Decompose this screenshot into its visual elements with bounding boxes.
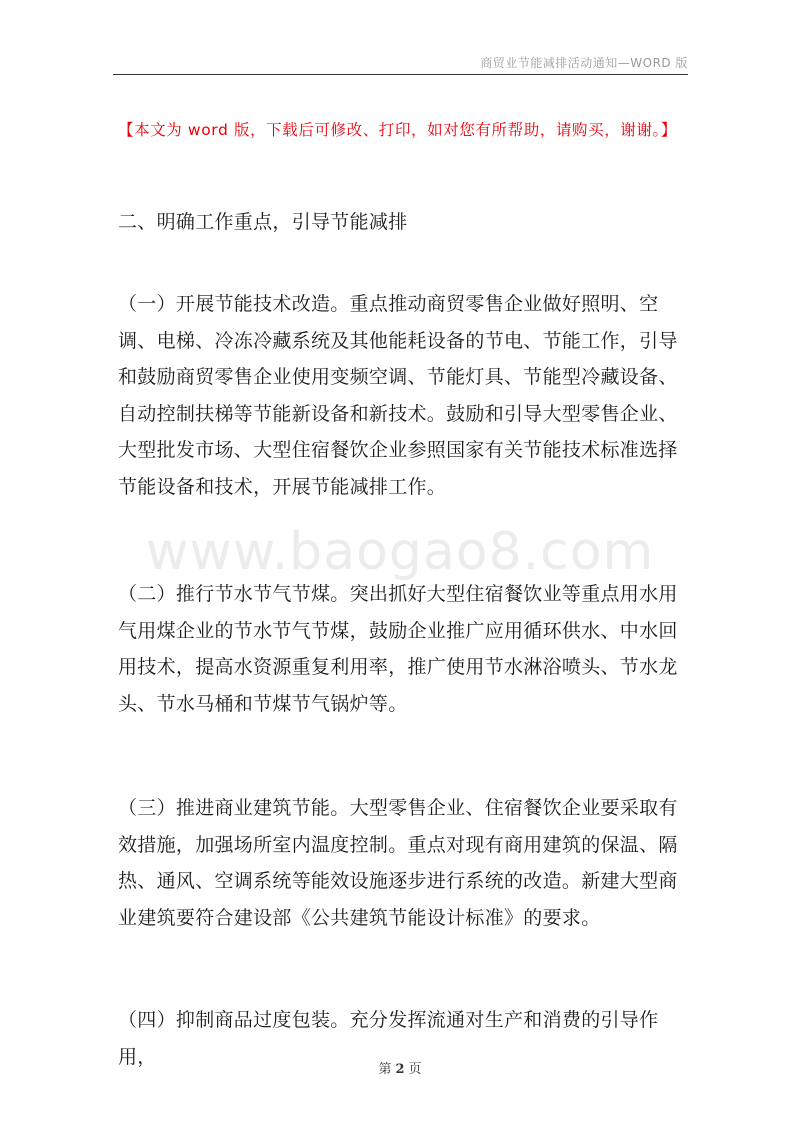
paragraph-1: （一）开展节能技术改造。重点推动商贸零售企业做好照明、空调、电梯、冷冻冷藏系统及其他能耗设备的节电、节能工作，引导和鼓励商贸零售企业使用变频空调、节能灯具、节能型冷藏设备、自动控制扶梯等节能新设备和新技术。鼓励和引导大型零售企业、大型批发市场、大型住宿餐饮企业参照国家有关节能技术标准选择节能设备和技术，开展节能减排工作。 [118, 293, 678, 498]
running-header: 商贸业节能减排活动通知—WORD 版 [480, 56, 688, 70]
page-number: 2 [395, 1062, 405, 1077]
header-rule [113, 74, 688, 75]
paragraph-4: （四）抑制商品过度包装。充分发挥流通对生产和消费的引导作用， [118, 1009, 659, 1068]
footer-prefix: 第 [378, 1062, 392, 1077]
paragraph-2: （二）推行节水节气节煤。突出抓好大型住宿餐饮业等重点用水用气用煤企业的节水节气节煤，鼓励企业推广应用循环供水、中水回用技术，提高水资源重复利用率，推广使用节水淋浴喷头、节水龙头、节水马桶和节煤节气锅炉等。 [118, 583, 678, 715]
section-heading: 二、明确工作重点，引导节能减排 [118, 211, 408, 233]
purchase-notice: 【本文为 word 版，下载后可修改、打印，如对您有所帮助，请购买，谢谢。】 [118, 121, 678, 139]
footer-suffix: 页 [408, 1062, 422, 1077]
paragraph-3: （三）推进商业建筑节能。大型零售企业、住宿餐饮企业要采取有效措施，加强场所室内温度控制。重点对现有商用建筑的保温、隔热、通风、空调系统等能效设施逐步进行系统的改造。新建大型商业建筑要符合建设部《公共建筑节能设计标准》的要求。 [118, 797, 678, 929]
watermark: www.baogao8.com [145, 522, 655, 582]
